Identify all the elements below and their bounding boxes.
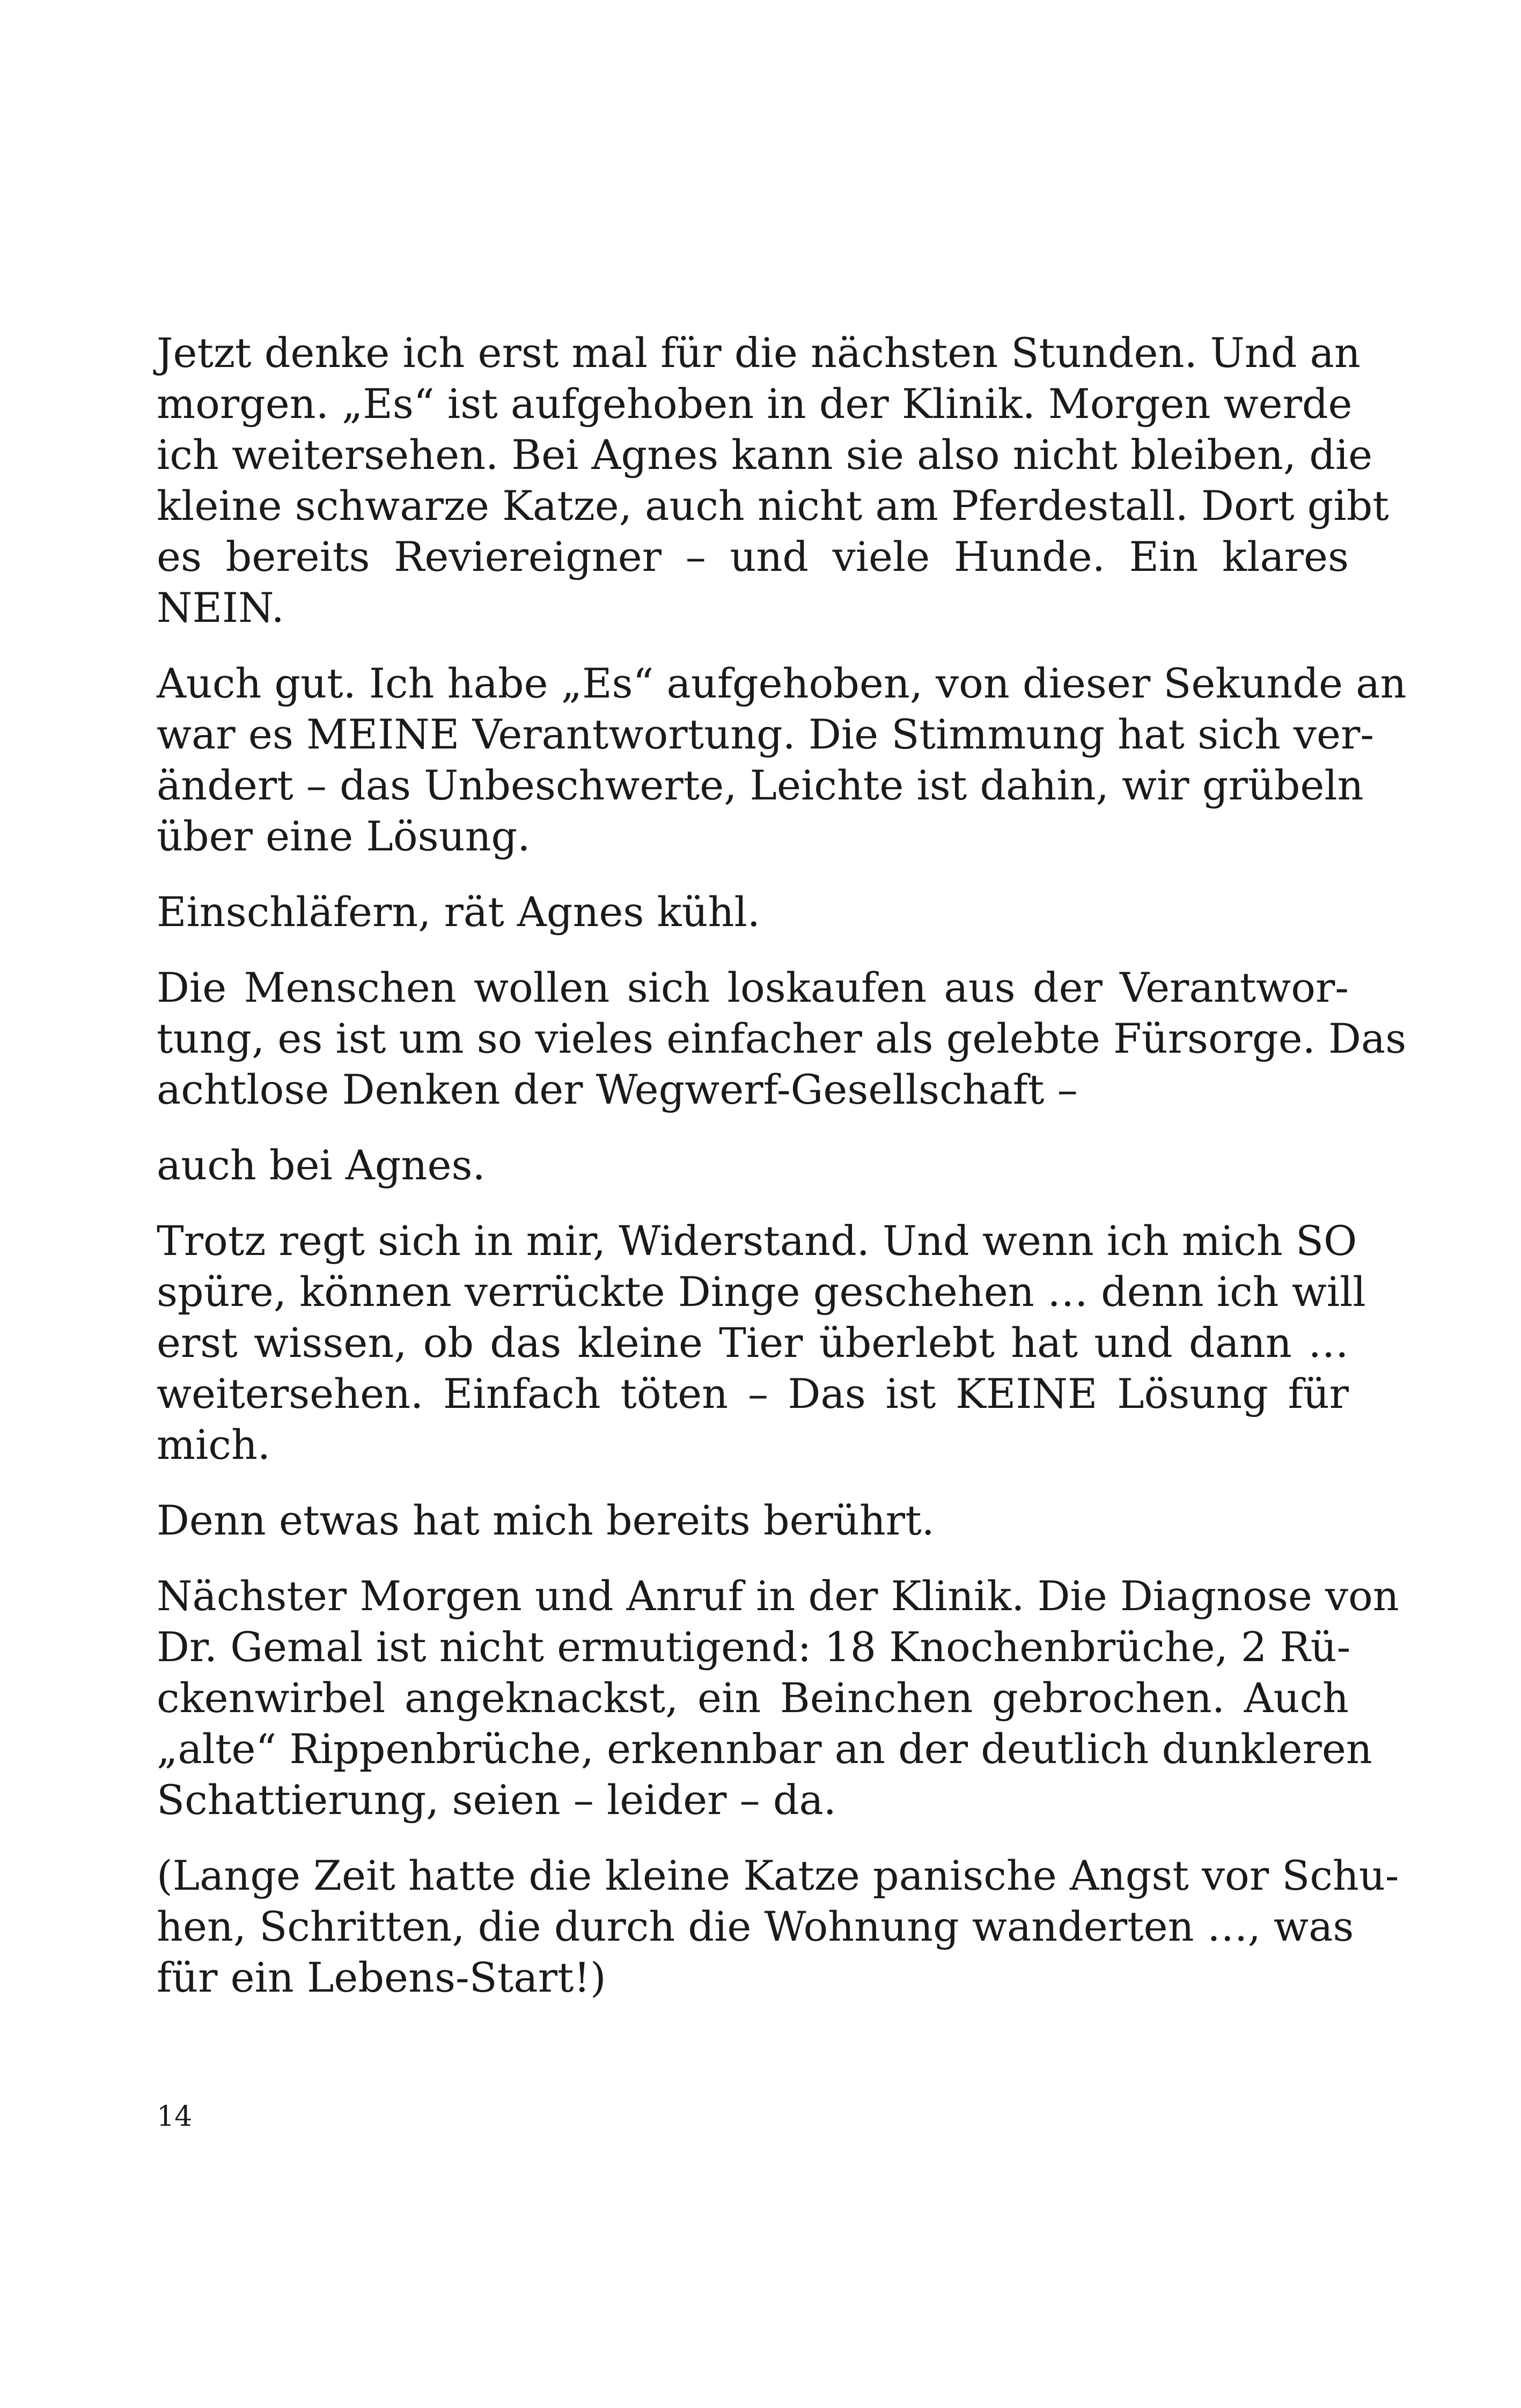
paragraph-6 xyxy=(157,1215,1366,1470)
text-line: achtlose Denken der Wegwerf-Gesellschaft – xyxy=(157,1066,1078,1113)
text-line: ckenwirbel angeknackst, ein Beinchen gebrochen. Auch xyxy=(157,1674,1349,1722)
text-line: Dr. Gemal ist nicht ermutigend: 18 Knochenbrüche, 2 Rü- xyxy=(157,1623,1351,1671)
paragraph-2 xyxy=(157,658,1407,862)
body-text xyxy=(157,327,1407,2028)
text-line: spüre, können verrückte Dinge geschehen … denn ich will xyxy=(157,1268,1366,1316)
text-line: auch bei Agnes. xyxy=(157,1141,486,1189)
paragraph-4 xyxy=(157,962,1407,1115)
text-line: NEIN. xyxy=(157,584,284,632)
text-line: erst wissen, ob das kleine Tier überlebt hat und dann … xyxy=(157,1319,1349,1367)
paragraph-5 xyxy=(157,1140,1349,1191)
text-line: (Lange Zeit hatte die kleine Katze panische Angst vor Schu- xyxy=(157,1852,1399,1899)
paragraph-1 xyxy=(157,327,1389,633)
paragraph-7 xyxy=(157,1495,1349,1546)
paragraph-9 xyxy=(157,1850,1399,2003)
text-line: kleine schwarze Katze, auch nicht am Pferdestall. Dort gibt xyxy=(157,482,1389,530)
page-number: 14 xyxy=(157,2101,193,2133)
text-line: war es MEINE Verantwortung. Die Stimmung hat sich ver- xyxy=(157,710,1374,758)
text-line: Trotz regt sich in mir, Widerstand. Und wenn ich mich SO xyxy=(157,1217,1357,1265)
text-line: weitersehen. Einfach töten – Das ist KEINE Lösung für xyxy=(157,1370,1349,1418)
text-line: „alte“ Rippenbrüche, erkennbar an der deutlich dunkleren xyxy=(157,1725,1372,1773)
text-line: ich weitersehen. Bei Agnes kann sie also nicht bleiben, die xyxy=(157,431,1373,479)
paragraph-3 xyxy=(157,886,1349,937)
text-line: ändert – das Unbeschwerte, Leichte ist dahin, wir grübeln xyxy=(157,761,1364,809)
text-line: Denn etwas hat mich bereits berührt. xyxy=(157,1496,935,1544)
text-line: es bereits Reviereigner – und viele Hunde. Ein klares xyxy=(157,533,1349,581)
text-line: für ein Lebens-Start!) xyxy=(157,1954,606,2001)
text-line: Die Menschen wollen sich loskaufen aus der Verantwor- xyxy=(157,964,1349,1011)
text-line: Schattierung, seien – leider – da. xyxy=(157,1776,836,1824)
text-line: Auch gut. Ich habe „Es“ aufgehoben, von dieser Sekunde an xyxy=(157,659,1407,707)
text-line: über eine Lösung. xyxy=(157,812,531,860)
text-line: mich. xyxy=(157,1421,271,1469)
text-line: Jetzt denke ich erst mal für die nächsten Stunden. Und an xyxy=(157,329,1361,377)
text-line: Nächster Morgen und Anruf in der Klinik. Die Diagnose von xyxy=(157,1572,1399,1620)
text-line: tung, es ist um so vieles einfacher als gelebte Fürsorge. Das xyxy=(157,1015,1407,1062)
paragraph-8 xyxy=(157,1570,1399,1825)
text-line: hen, Schritten, die durch die Wohnung wanderten …, was xyxy=(157,1903,1354,1950)
text-line: morgen. „Es“ ist aufgehoben in der Klinik. Morgen werde xyxy=(157,380,1353,428)
text-line: Einschläfern, rät Agnes kühl. xyxy=(157,888,760,936)
